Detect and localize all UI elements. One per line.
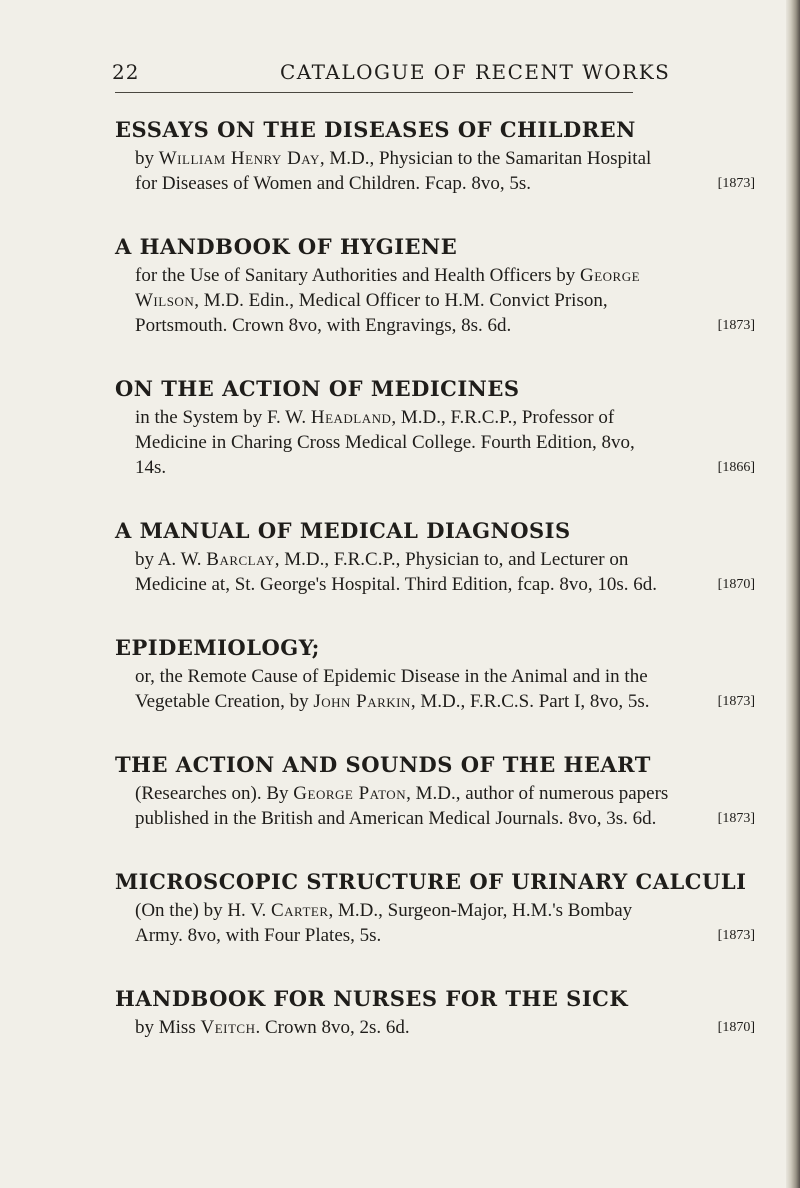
entry-text-post: , M.D., F.R.C.S. Part I, 8vo, 5s.	[410, 691, 650, 712]
entry-text-pre: by Miss	[135, 1017, 201, 1038]
entry-author: Headland	[310, 407, 392, 428]
catalogue-entry	[115, 117, 755, 196]
entry-title: THE ACTION AND SOUNDS OF THE HEART	[115, 752, 651, 777]
entry-year: [1873]	[717, 694, 755, 709]
catalogue-entry	[115, 986, 755, 1040]
catalogue-entry	[115, 869, 755, 948]
entry-year: [1873]	[717, 318, 755, 333]
entry-description	[135, 263, 755, 338]
entry-text-pre: in the System by F. W.	[135, 407, 311, 428]
entry-text-post: , M.D., F.R.C.P., Physician to, and Lecturer on Medicine at, St. George's Hospital. Third Edition, fcap. 8vo, 10s. 6d.	[135, 549, 657, 595]
entry-title: A MANUAL OF MEDICAL DIAGNOSIS	[115, 518, 571, 543]
entry-title: HANDBOOK FOR NURSES FOR THE SICK	[115, 986, 629, 1011]
entry-text-post: , M.D., F.R.C.P., Professor of Medicine in Charing Cross Medical College. Fourth Edition, 8vo, 14s.	[135, 407, 635, 478]
catalogue-entry	[115, 518, 755, 597]
entry-title: A HANDBOOK OF HYGIENE	[115, 234, 458, 259]
entry-text-post: . Crown 8vo, 2s. 6d.	[255, 1017, 410, 1038]
entry-author: Barclay	[206, 549, 275, 570]
entry-text-post: , M.D., Surgeon-Major, H.M.'s Bombay Army. 8vo, with Four Plates, 5s.	[135, 900, 633, 946]
entry-title: ESSAYS ON THE DISEASES OF CHILDREN	[115, 117, 636, 142]
entry-year: [1873]	[717, 928, 755, 943]
page-number: 22	[112, 60, 140, 84]
entry-year: [1873]	[717, 811, 755, 826]
entry-year: [1866]	[717, 460, 755, 475]
entry-author: George Paton	[293, 783, 407, 804]
entry-text-pre: for the Use of Sanitary Authorities and Health Officers by	[135, 265, 580, 286]
entry-description	[135, 898, 755, 948]
catalogue-entry	[115, 635, 755, 714]
header-rule	[115, 92, 633, 93]
page-edge-shadow	[786, 0, 800, 1188]
running-head	[112, 48, 772, 88]
entry-text-post: , M.D., author of numerous papers published in the British and American Medical Journals. 8vo, 3s. 6d.	[135, 783, 669, 829]
entry-text-pre: or, the Remote Cause of Epidemic Disease in the Animal and in the Vegetable Creation, by	[135, 666, 648, 712]
catalogue-entries	[115, 117, 755, 1078]
entry-author: Carter	[271, 900, 329, 921]
entry-text-pre: (Researches on). By	[135, 783, 294, 804]
entry-title: EPIDEMIOLOGY;	[115, 635, 320, 660]
entry-description	[135, 146, 755, 196]
entry-description	[135, 781, 755, 831]
entry-description	[135, 1015, 755, 1040]
running-title: CATALOGUE OF RECENT WORKS	[280, 60, 671, 84]
entry-year: [1870]	[717, 577, 755, 592]
entry-author: Veitch	[200, 1017, 256, 1038]
entry-year: [1873]	[717, 176, 755, 191]
catalogue-entry	[115, 752, 755, 831]
entry-author: John Parkin	[313, 691, 411, 712]
entry-text-post: , M.D. Edin., Medical Officer to H.M. Convict Prison, Portsmouth. Crown 8vo, with Engravings, 8s. 6d.	[135, 290, 608, 336]
entry-description	[135, 405, 755, 480]
entry-description	[135, 664, 755, 714]
entry-author: William Henry Day	[158, 148, 320, 169]
catalogue-entry	[115, 234, 755, 338]
entry-year: [1870]	[717, 1020, 755, 1035]
entry-text-pre: (On the) by H. V.	[135, 900, 271, 921]
entry-title: ON THE ACTION OF MEDICINES	[115, 376, 520, 401]
entry-text-pre: by	[135, 148, 159, 169]
entry-text-pre: by A. W.	[135, 549, 207, 570]
entry-description	[135, 547, 755, 597]
catalogue-entry	[115, 376, 755, 480]
entry-author: George Wilson	[135, 265, 641, 311]
entry-text-post: , M.D., Physician to the Samaritan Hospital for Diseases of Women and Children. Fcap. 8vo, 5s.	[135, 148, 652, 194]
entry-title: MICROSCOPIC STRUCTURE OF URINARY CALCULI	[115, 869, 747, 894]
